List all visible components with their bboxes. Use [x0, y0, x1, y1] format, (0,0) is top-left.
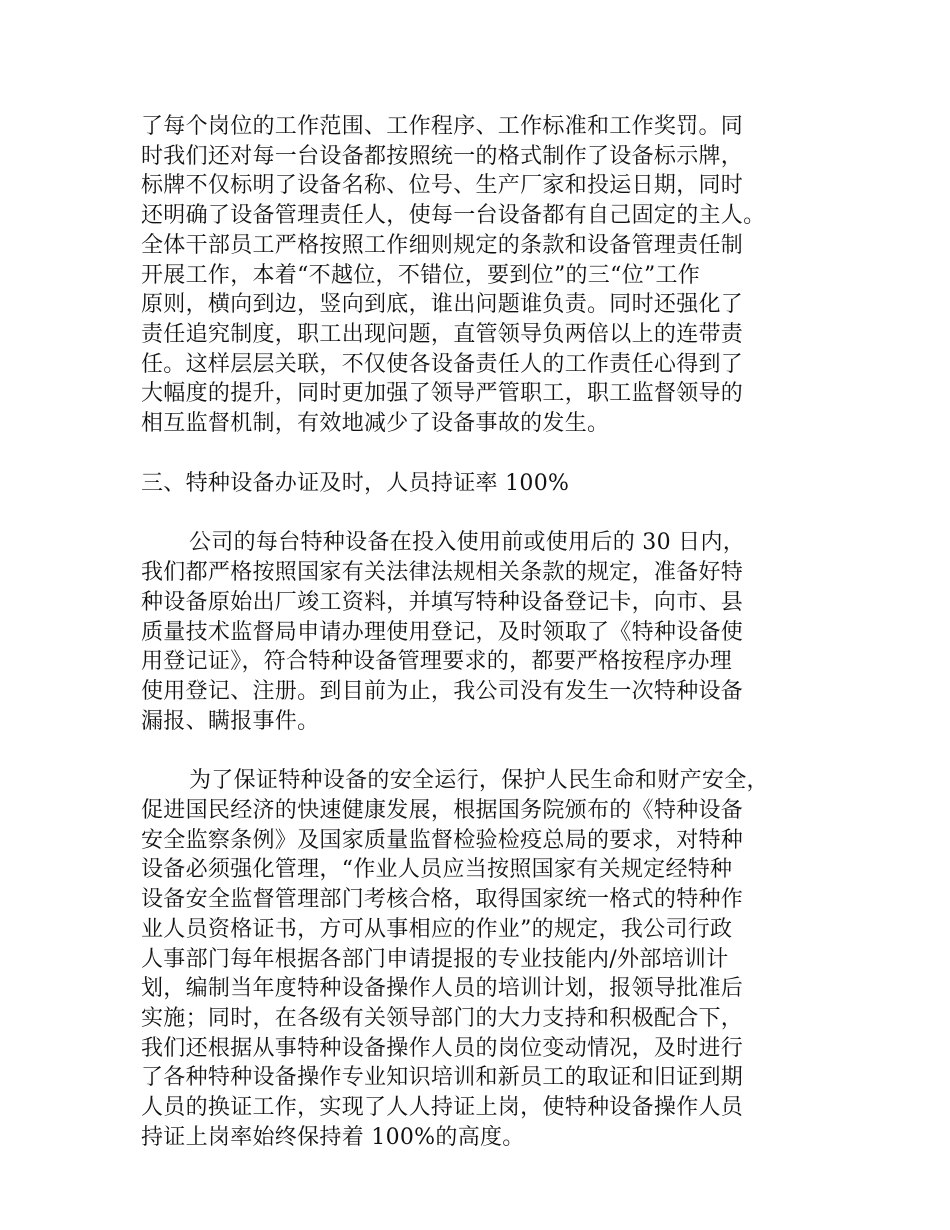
- text-line: 人事部门每年根据各部门申请提报的专业技能内/外部培训计: [141, 946, 729, 972]
- text-line: 使用登记、注册。到目前为止，我公司没有发生一次特种设备: [141, 678, 744, 704]
- paragraph-spacer: [141, 498, 831, 528]
- paragraph-spacer: [141, 736, 831, 766]
- text-line: 划，编制当年度特种设备操作人员的培训计划，报领导批准后: [141, 976, 744, 1002]
- text-line: 促进国民经济的快速健康发展，根据国务院颁布的《特种设备: [141, 798, 744, 824]
- text-line: 全体干部员工严格按照工作细则规定的条款和设备管理责任制: [141, 232, 744, 258]
- section-heading: [141, 469, 831, 499]
- text-line: 为了保证特种设备的安全运行，保护人民生命和财产安全，: [189, 768, 769, 794]
- text-line: 时我们还对每一台设备都按照统一的格式制作了设备标示牌，: [141, 143, 744, 169]
- text-line: 开展工作，本着“不越位，不错位，要到位”的三“位”工作: [141, 262, 701, 288]
- text-line: 了每个岗位的工作范围、工作程序、工作标准和工作奖罚。同: [141, 114, 744, 139]
- text-line: 用登记证》，符合特种设备管理要求的，都要严格按程序办理: [141, 649, 733, 675]
- section-heading-text: 三、特种设备办证及时，人员持证率 100%: [141, 470, 570, 496]
- text-line: 种设备原始出厂竣工资料，并填写特种设备登记卡，向市、县: [141, 589, 744, 615]
- text-line: 原则，横向到边，竖向到底，谁出问题谁负责。同时还强化了: [141, 292, 744, 318]
- text-line: 安全监察条例》及国家质量监督检验检疫总局的要求，对特种: [141, 827, 744, 853]
- text-line: 还明确了设备管理责任人，使每一台设备都有自己固定的主人。: [141, 203, 766, 229]
- text-line: 我们都严格按照国家有关法律法规相关条款的规定，准备好特: [141, 560, 744, 586]
- text-line: 公司的每台特种设备在投入使用前或使用后的 30 日内，: [189, 530, 746, 556]
- text-line: 我们还根据从事特种设备操作人员的岗位变动情况，及时进行: [141, 1035, 744, 1061]
- text-line: 任。这样层层关联，不仅使各设备责任人的工作责任心得到了: [141, 351, 744, 377]
- text-line: 了各种特种设备操作专业知识培训和新员工的取证和旧证到期: [141, 1065, 744, 1091]
- text-line: 业人员资格证书，方可从事相应的作业”的规定，我公司行政: [141, 916, 733, 942]
- text-line: 质量技术监督局申请办理使用登记，及时领取了《特种设备使: [141, 619, 744, 645]
- text-line: 设备安全监督管理部门考核合格，取得国家统一格式的特种作: [141, 887, 744, 913]
- text-line: 人员的换证工作，实现了人人持证上岗，使特种设备操作人员: [141, 1095, 744, 1121]
- paragraph-operator-certification: [141, 766, 831, 1152]
- text-line: 设备必须强化管理，“作业人员应当按照国家有关规定经特种: [141, 857, 733, 883]
- document-body: [141, 112, 831, 1153]
- text-line: 标牌不仅标明了设备名称、位号、生产厂家和投运日期，同时: [141, 173, 744, 199]
- paragraph-spacer: [141, 439, 831, 469]
- text-line: 相互监督机制，有效地减少了设备事故的发生。: [141, 411, 610, 437]
- text-line: 持证上岗率始终保持着 100%的高度。: [141, 1124, 525, 1150]
- paragraph-equipment-responsibility: [141, 112, 831, 439]
- text-line: 大幅度的提升，同时更加强了领导严管职工，职工监督领导的: [141, 381, 744, 407]
- text-line: 责任追究制度，职工出现问题，直管领导负两倍以上的连带责: [141, 321, 744, 347]
- text-line: 漏报、瞒报事件。: [141, 708, 320, 734]
- text-line: 实施；同时，在各级有关领导部门的大力支持和积极配合下，: [141, 1005, 744, 1031]
- paragraph-registration: [141, 528, 831, 736]
